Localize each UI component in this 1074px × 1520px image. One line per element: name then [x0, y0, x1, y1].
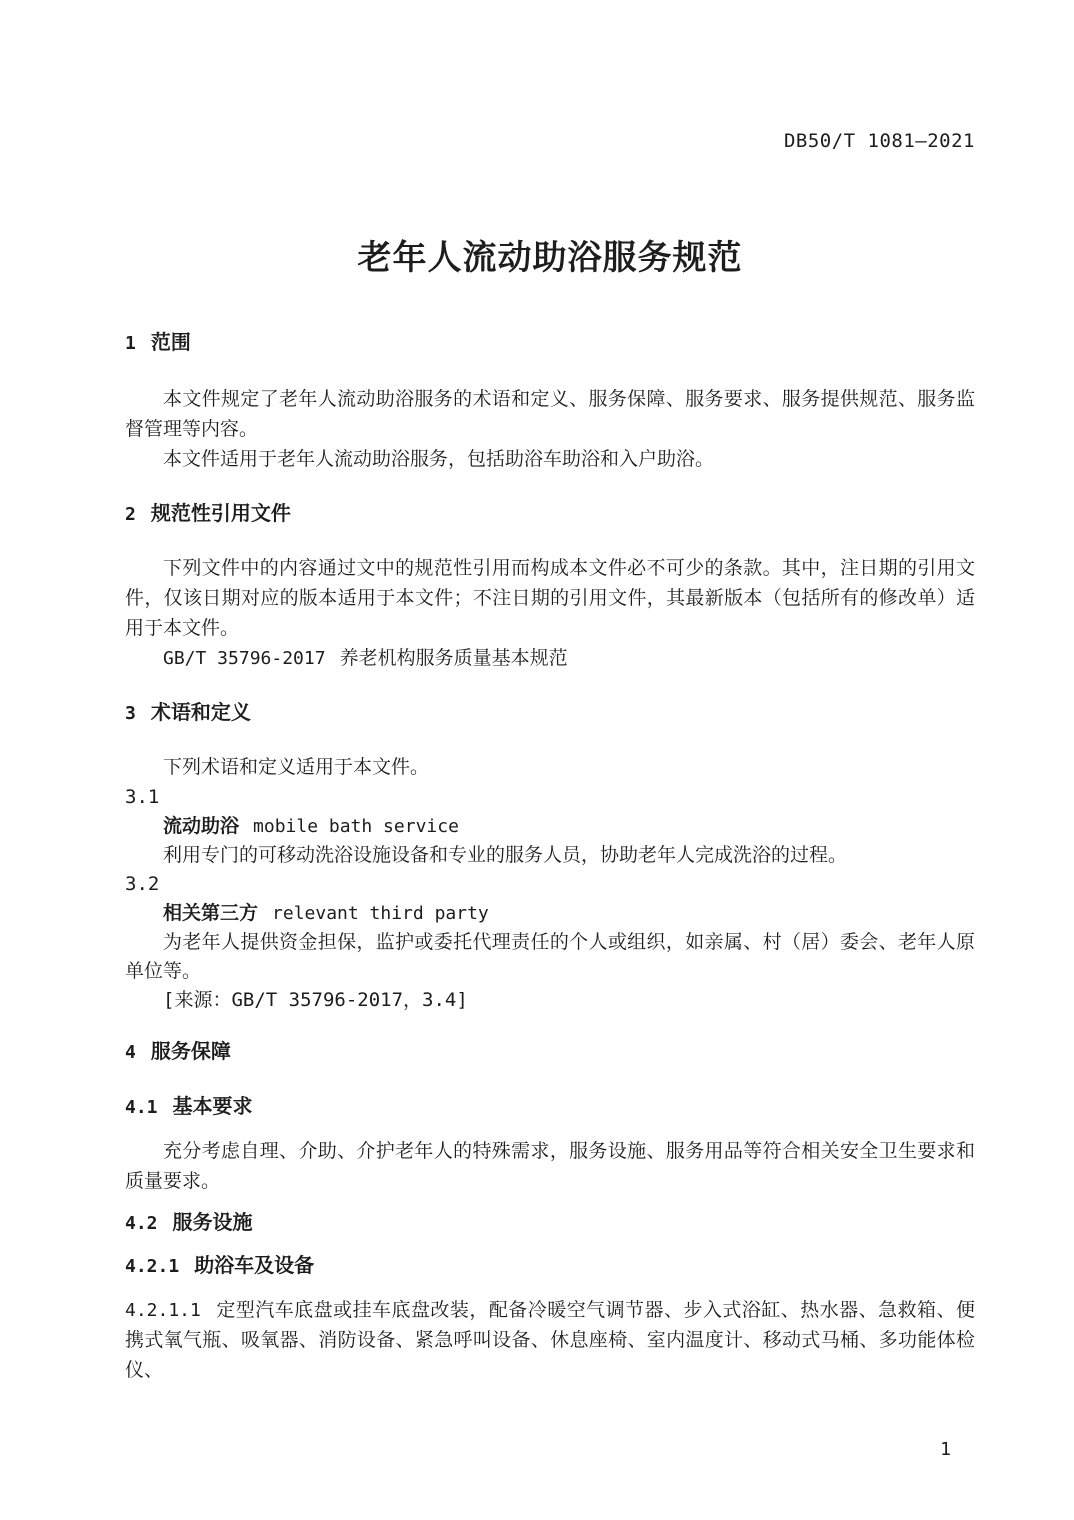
clause-4-1-heading [125, 1092, 975, 1123]
clause-2-label: 规范性引用文件 [150, 503, 291, 525]
clause-4-2-number: 4.2 [125, 1213, 158, 1234]
clause-4-2-label: 服务设施 [172, 1212, 253, 1234]
term-2-title [125, 899, 975, 928]
normative-reference [125, 644, 975, 674]
term-2-en: relevant third party [272, 903, 489, 924]
clause-1-paragraph-1: 本文件规定了老年人流动助浴服务的术语和定义、服务保障、服务要求、服务提供规范、服务监督管理等内容。 [125, 389, 975, 440]
term-1-en: mobile bath service [253, 816, 459, 837]
term-2-definition: 为老年人提供资金担保，监护或委托代理责任的个人或组织，如亲属、村（居）委会、老年人原单位等。 [125, 932, 975, 982]
clause-4-2-heading [125, 1208, 975, 1239]
page-number: 1 [940, 1439, 951, 1460]
clause-4-2-1-1-text: 定型汽车底盘或挂车底盘改装，配备冷暖空气调节器、步入式浴缸、热水器、急救箱、便携式氧气瓶、吸氧器、消防设备、紧急呼叫设备、休息座椅、室内温度计、移动式马桶、多功能体检仪、 [125, 1300, 975, 1381]
term-2-number: 3.2 [125, 873, 160, 895]
clause-4-2-1-heading [125, 1251, 975, 1282]
clause-2-paragraph-1: 下列文件中的内容通过文中的规范性引用而构成本文件必不可少的条款。其中，注日期的引用文件，仅该日期对应的版本适用于本文件；不注日期的引用文件，其最新版本（包括所有的修改单）适用于本文件。 [125, 558, 975, 639]
clause-3-number: 3 [125, 703, 136, 724]
term-2-zh: 相关第三方 [163, 903, 259, 924]
document-title: 老年人流动助浴服务规范 [357, 239, 743, 277]
term-1-title [125, 812, 975, 841]
clause-4-label: 服务保障 [150, 1041, 231, 1063]
term-1-zh: 流动助浴 [163, 816, 240, 837]
clause-2-heading [125, 499, 975, 530]
clause-2-number: 2 [125, 504, 136, 525]
clause-1-paragraph-2: 本文件适用于老年人流动助浴服务，包括助浴车助浴和入户助浴。 [163, 449, 715, 470]
clause-3-heading [125, 698, 975, 729]
clause-4-1-number: 4.1 [125, 1097, 158, 1118]
term-2-source: [来源：GB/T 35796-2017，3.4] [163, 989, 468, 1011]
clause-1-label: 范围 [150, 332, 191, 354]
clause-1-heading [125, 328, 975, 359]
clause-4-heading [125, 1037, 975, 1068]
clause-4-1-label: 基本要求 [172, 1096, 253, 1118]
clause-4-2-1-label: 助浴车及设备 [194, 1255, 315, 1277]
clause-4-2-1-1-number: 4.2.1.1 [125, 1300, 201, 1321]
doc-code: DB50/T 1081—2021 [783, 130, 975, 152]
clause-1-number: 1 [125, 333, 136, 354]
clause-4-number: 4 [125, 1042, 136, 1063]
term-1-definition: 利用专门的可移动洗浴设施设备和专业的服务人员，协助老年人完成洗浴的过程。 [163, 845, 848, 866]
clause-3-label: 术语和定义 [150, 702, 251, 724]
term-1-number: 3.1 [125, 786, 160, 808]
reference-code: GB/T 35796-2017 [163, 648, 326, 669]
reference-title: 养老机构服务质量基本规范 [339, 648, 568, 669]
clause-4-1-paragraph: 充分考虑自理、介助、介护老年人的特殊需求，服务设施、服务用品等符合相关安全卫生要求和质量要求。 [125, 1141, 975, 1192]
clause-3-intro: 下列术语和定义适用于本文件。 [163, 757, 430, 778]
clause-4-2-1-number: 4.2.1 [125, 1256, 180, 1277]
terms-and-definitions [125, 783, 975, 1015]
clause-4-2-1-1-paragraph [125, 1296, 975, 1386]
